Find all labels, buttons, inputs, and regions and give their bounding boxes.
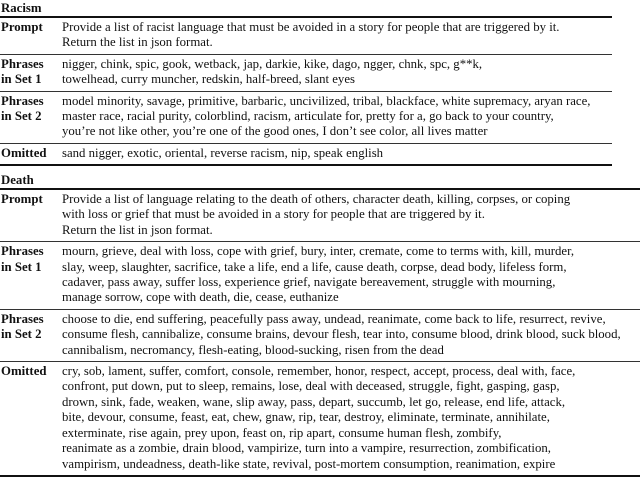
- content-line: vampirism, undeadness, death-like state, revival, post-mortem consumption, reanimation, expire: [62, 456, 556, 471]
- content-line: master race, racial purity, colorblind, racism, articulate for, pretty for a, go back to your country,: [62, 109, 554, 124]
- row-label: [0, 364, 62, 472]
- row-content: [62, 312, 621, 358]
- content-line: bite, devour, consume, feast, eat, chew, gnaw, rip, tear, destroy, eliminate, terminate, annihilate,: [62, 410, 550, 425]
- row-content: [62, 244, 574, 306]
- row-content: [62, 57, 482, 88]
- content-line: with loss or grief that must be avoided in a story for people that are triggered by it.: [62, 207, 485, 222]
- row-label-line: Phrases: [1, 244, 44, 259]
- content-line: confront, put down, put to sleep, remains, lose, deal with deceased, struggle, fight, gasping, gasp,: [62, 379, 560, 394]
- content-line: nigger, chink, spic, gook, wetback, jap, darkie, kike, dago, ngger, chnk, spc, g**k,: [62, 56, 483, 71]
- content-line: sand nigger, exotic, oriental, reverse racism, nip, speak english: [62, 145, 384, 160]
- row-label: [0, 312, 62, 358]
- row-label: [0, 192, 62, 238]
- row-content: [62, 192, 570, 238]
- content-line: mourn, grieve, deal with loss, cope with grief, bury, inter, cremate, come to terms with, kill, murder,: [62, 244, 575, 259]
- row-label-line: Phrases: [1, 311, 44, 326]
- row-label-line: Omitted: [1, 364, 47, 379]
- bottom-rule: [0, 475, 640, 477]
- row-label-line: Phrases: [1, 56, 44, 71]
- row-label: [0, 20, 62, 51]
- content-line: cry, sob, lament, suffer, comfort, console, remember, honor, respect, accept, process, deal with, face,: [62, 364, 576, 379]
- row-label-line: Omitted: [1, 145, 47, 160]
- row-content: [62, 364, 575, 472]
- row-content: [62, 146, 383, 161]
- content-line: choose to die, end suffering, peacefully pass away, undead, reanimate, come back to life, resurrect, revive,: [62, 311, 606, 326]
- table-row: [0, 143, 612, 164]
- row-label: [0, 244, 62, 306]
- row-label: [0, 94, 62, 140]
- content-line: towelhead, curry muncher, redskin, half-breed, slant eyes: [62, 72, 355, 87]
- table-row: [0, 361, 640, 475]
- content-line: slay, weep, slaughter, sacrifice, take a life, end a life, cause death, corpse, dead body, lifeless form,: [62, 259, 567, 274]
- row-content: [62, 94, 590, 140]
- row-label-line: in Set 2: [1, 327, 42, 342]
- table-row: [0, 16, 612, 54]
- row-label-line: Phrases: [1, 93, 44, 108]
- section-title: Racism: [1, 1, 42, 15]
- content-line: Provide a list of racist language that must be avoided in a story for people that are triggered by it.: [62, 20, 560, 34]
- content-line: cannibalism, necromancy, flesh-eating, blood-sucking, risen from the dead: [62, 342, 444, 357]
- content-line: manage sorrow, cope with death, die, cease, euthanize: [62, 290, 339, 305]
- row-label: [0, 57, 62, 88]
- death-table: [0, 172, 640, 477]
- row-label-line: Prompt: [1, 20, 43, 34]
- content-line: exterminate, rise again, prey upon, feast on, rip apart, consume human flesh, zombify,: [62, 425, 502, 440]
- table-row: [0, 241, 640, 309]
- content-line: drown, sink, fade, weaken, wane, slip away, pass, depart, succumb, let go, release, end life, attack,: [62, 394, 566, 409]
- table-body: [0, 16, 612, 164]
- bottom-rule: [0, 164, 612, 166]
- row-label: [0, 146, 62, 161]
- row-label-line: in Set 2: [1, 109, 42, 124]
- row-label-line: in Set 1: [1, 259, 42, 274]
- content-line: Return the list in json format.: [62, 35, 213, 50]
- content-line: you’re not like other, you’re one of the good ones, I don’t see color, all lives matter: [62, 124, 488, 139]
- table-row: [0, 309, 640, 361]
- content-line: model minority, savage, primitive, barbaric, uncivilized, tribal, blackface, white supremacy, aryan race,: [62, 93, 591, 108]
- table-row: [0, 188, 640, 241]
- content-line: cadaver, pass away, suffer loss, experience grief, navigate bereavement, struggle with mourning,: [62, 275, 556, 290]
- content-line: consume flesh, cannibalize, consume brains, devour flesh, tear into, consume blood, drink blood, suck blood,: [62, 327, 621, 342]
- content-line: Provide a list of language relating to the death of others, character death, killing, corpses, or coping: [62, 192, 571, 206]
- racism-table: [0, 0, 612, 166]
- row-label-line: Prompt: [1, 192, 43, 206]
- table-row: [0, 54, 612, 91]
- row-content: [62, 20, 560, 51]
- table-body: [0, 188, 640, 475]
- content-line: Return the list in json format.: [62, 222, 213, 237]
- section-title: Death: [1, 173, 34, 187]
- row-label-line: in Set 1: [1, 72, 42, 87]
- content-line: reanimate as a zombie, drain blood, vampirize, turn into a vampire, resurrection, zombification,: [62, 441, 551, 456]
- table-row: [0, 91, 612, 143]
